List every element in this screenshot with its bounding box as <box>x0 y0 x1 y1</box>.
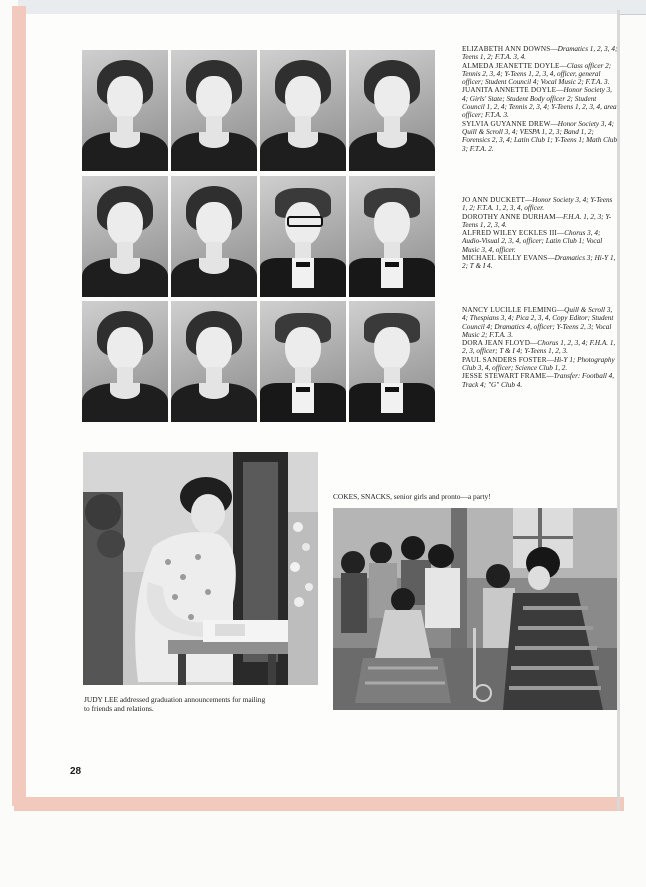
senior-portrait <box>171 301 257 422</box>
caption-block-row-1 <box>462 45 619 153</box>
senior-activities: Honor Society 3, 4; Quill & Scroll 3, 4; VESPA 1, 2, 3; Band 1, 2; Forensics 2, 3, 4; Latin Club 1; Y-Teens 1; Math Club 3; F.T.A. 2. <box>462 119 618 153</box>
senior-name: ALFRED WILEY ECKLES III <box>462 229 558 238</box>
caption-dash: — <box>530 339 538 348</box>
senior-caption <box>462 306 619 339</box>
senior-activities: Quill & Scroll 3, 4; Thespians 3, 4; Pica 2, 3, 4, Copy Editor; Student Council 4; Dramatics 4, officer; Y-Teens 2, 3; Vocal Music 2; F.T.A. 3. <box>462 306 614 339</box>
senior-portrait <box>82 50 168 171</box>
senior-portrait <box>171 50 257 171</box>
senior-activities: Hi-Y 1; Photography Club 3, 4, officer; Science Club 1, 2. <box>462 355 615 373</box>
senior-portrait-grid <box>82 50 438 422</box>
senior-caption <box>462 254 619 271</box>
caption-dash: — <box>556 86 564 95</box>
candid-photo-writing <box>83 452 318 685</box>
writing-caption-text: addressed graduation announcements for mailing to friends and relations. <box>84 695 266 713</box>
page-edge-left <box>12 6 26 806</box>
senior-caption <box>462 45 619 62</box>
senior-name: ALMEDA JEANETTE DOYLE <box>462 61 560 70</box>
caption-dash: — <box>547 254 555 263</box>
senior-portrait <box>82 176 168 297</box>
senior-name: SYLVIA GUYANNE DREW <box>462 119 551 128</box>
party-scene-graphic <box>333 508 617 710</box>
senior-caption <box>462 339 619 356</box>
glasses-graphic <box>287 216 323 227</box>
caption-dash: — <box>559 61 567 70</box>
party-photo-caption <box>333 492 613 501</box>
senior-portrait <box>171 176 257 297</box>
caption-dash: — <box>555 212 563 221</box>
senior-name: ELIZABETH ANN DOWNS <box>462 45 551 53</box>
caption-dash: — <box>546 372 554 381</box>
senior-name: MICHAEL KELLY EVANS <box>462 254 548 263</box>
caption-dash: — <box>556 306 565 314</box>
senior-caption <box>462 356 619 373</box>
senior-activities: Class officer 2; Tennis 2, 3, 4; Y-Teens 1, 2, 3, 4, officer, general officer; Student Council 4; Vocal Music 2; F.T.A. 3. <box>462 61 612 87</box>
senior-name: NANCY LUCILLE FLEMING <box>462 306 557 314</box>
senior-name: PAUL SANDERS FOSTER <box>462 355 547 364</box>
senior-name: JUANITA ANNETTE DOYLE <box>462 86 557 95</box>
party-caption-text: senior girls and pronto—a party! <box>393 492 491 501</box>
senior-portrait <box>349 50 435 171</box>
senior-name: JO ANN DUCKETT <box>462 196 526 204</box>
senior-caption <box>462 86 619 119</box>
senior-activities: F.H.A. 1, 2, 3; Y-Teens 1, 2, 3, 4. <box>462 212 612 229</box>
caption-dash: — <box>525 196 533 204</box>
page-edge-bottom <box>14 797 624 811</box>
page-edge-top <box>18 0 646 15</box>
senior-portrait <box>260 176 346 297</box>
senior-activities: Honor Society 3, 4; Girls' State; Student Body officer 2; Student Council 1, 2, 4; Tennis 2, 3, 4; Y-Teens 1, 2, 3, 4, area officer; F.T.A. 3. <box>462 86 617 120</box>
senior-activities: Honor Society 3, 4; Y-Teens 1, 2; F.T.A. 1, 2, 3, 4, officer. <box>462 196 613 213</box>
senior-caption <box>462 120 619 153</box>
senior-caption <box>462 213 619 230</box>
party-caption-lead: COKES, SNACKS, <box>333 492 392 501</box>
senior-caption <box>462 62 619 87</box>
senior-portrait <box>349 301 435 422</box>
senior-portrait <box>260 50 346 171</box>
senior-caption <box>462 196 619 213</box>
writing-scene-graphic <box>83 452 318 685</box>
senior-portrait <box>260 301 346 422</box>
senior-activities: Transfer: Football 4, Track 4; "G" Club 4. <box>462 372 614 389</box>
senior-portrait <box>82 301 168 422</box>
caption-block-row-3 <box>462 306 619 389</box>
senior-activities: Chorus 1, 2, 3, 4; F.H.A. 1, 2, 3, officer; T & I 4; Y-Teens 1, 2, 3. <box>462 339 616 356</box>
candid-photo-party <box>333 508 617 710</box>
senior-caption <box>462 372 619 389</box>
senior-caption <box>462 229 619 254</box>
senior-activities: Dramatics 1, 2, 3, 4; Teens 1, 2; F.T.A. 3, 4. <box>462 45 618 62</box>
senior-activities: Dramatics 3; Hi-Y 1, 2; T & I 4. <box>462 254 616 271</box>
page-number: 28 <box>70 766 82 777</box>
senior-name: JESSE STEWART FRAME <box>462 372 547 381</box>
caption-dash: — <box>550 119 558 128</box>
senior-portrait <box>349 176 435 297</box>
caption-dash: — <box>546 355 554 364</box>
senior-name: DOROTHY ANNE DURHAM <box>462 212 556 221</box>
writing-caption-lead: JUDY LEE <box>84 695 119 704</box>
senior-name: DORA JEAN FLOYD <box>462 339 531 348</box>
caption-dash: — <box>557 229 565 238</box>
senior-activities: Chorus 3, 4; Audio-Visual 2, 3, 4, officer; Latin Club 1; Vocal Music 3, 4, officer. <box>462 229 603 254</box>
writing-photo-caption <box>84 695 270 713</box>
caption-block-row-2 <box>462 196 619 271</box>
caption-dash: — <box>550 45 558 53</box>
